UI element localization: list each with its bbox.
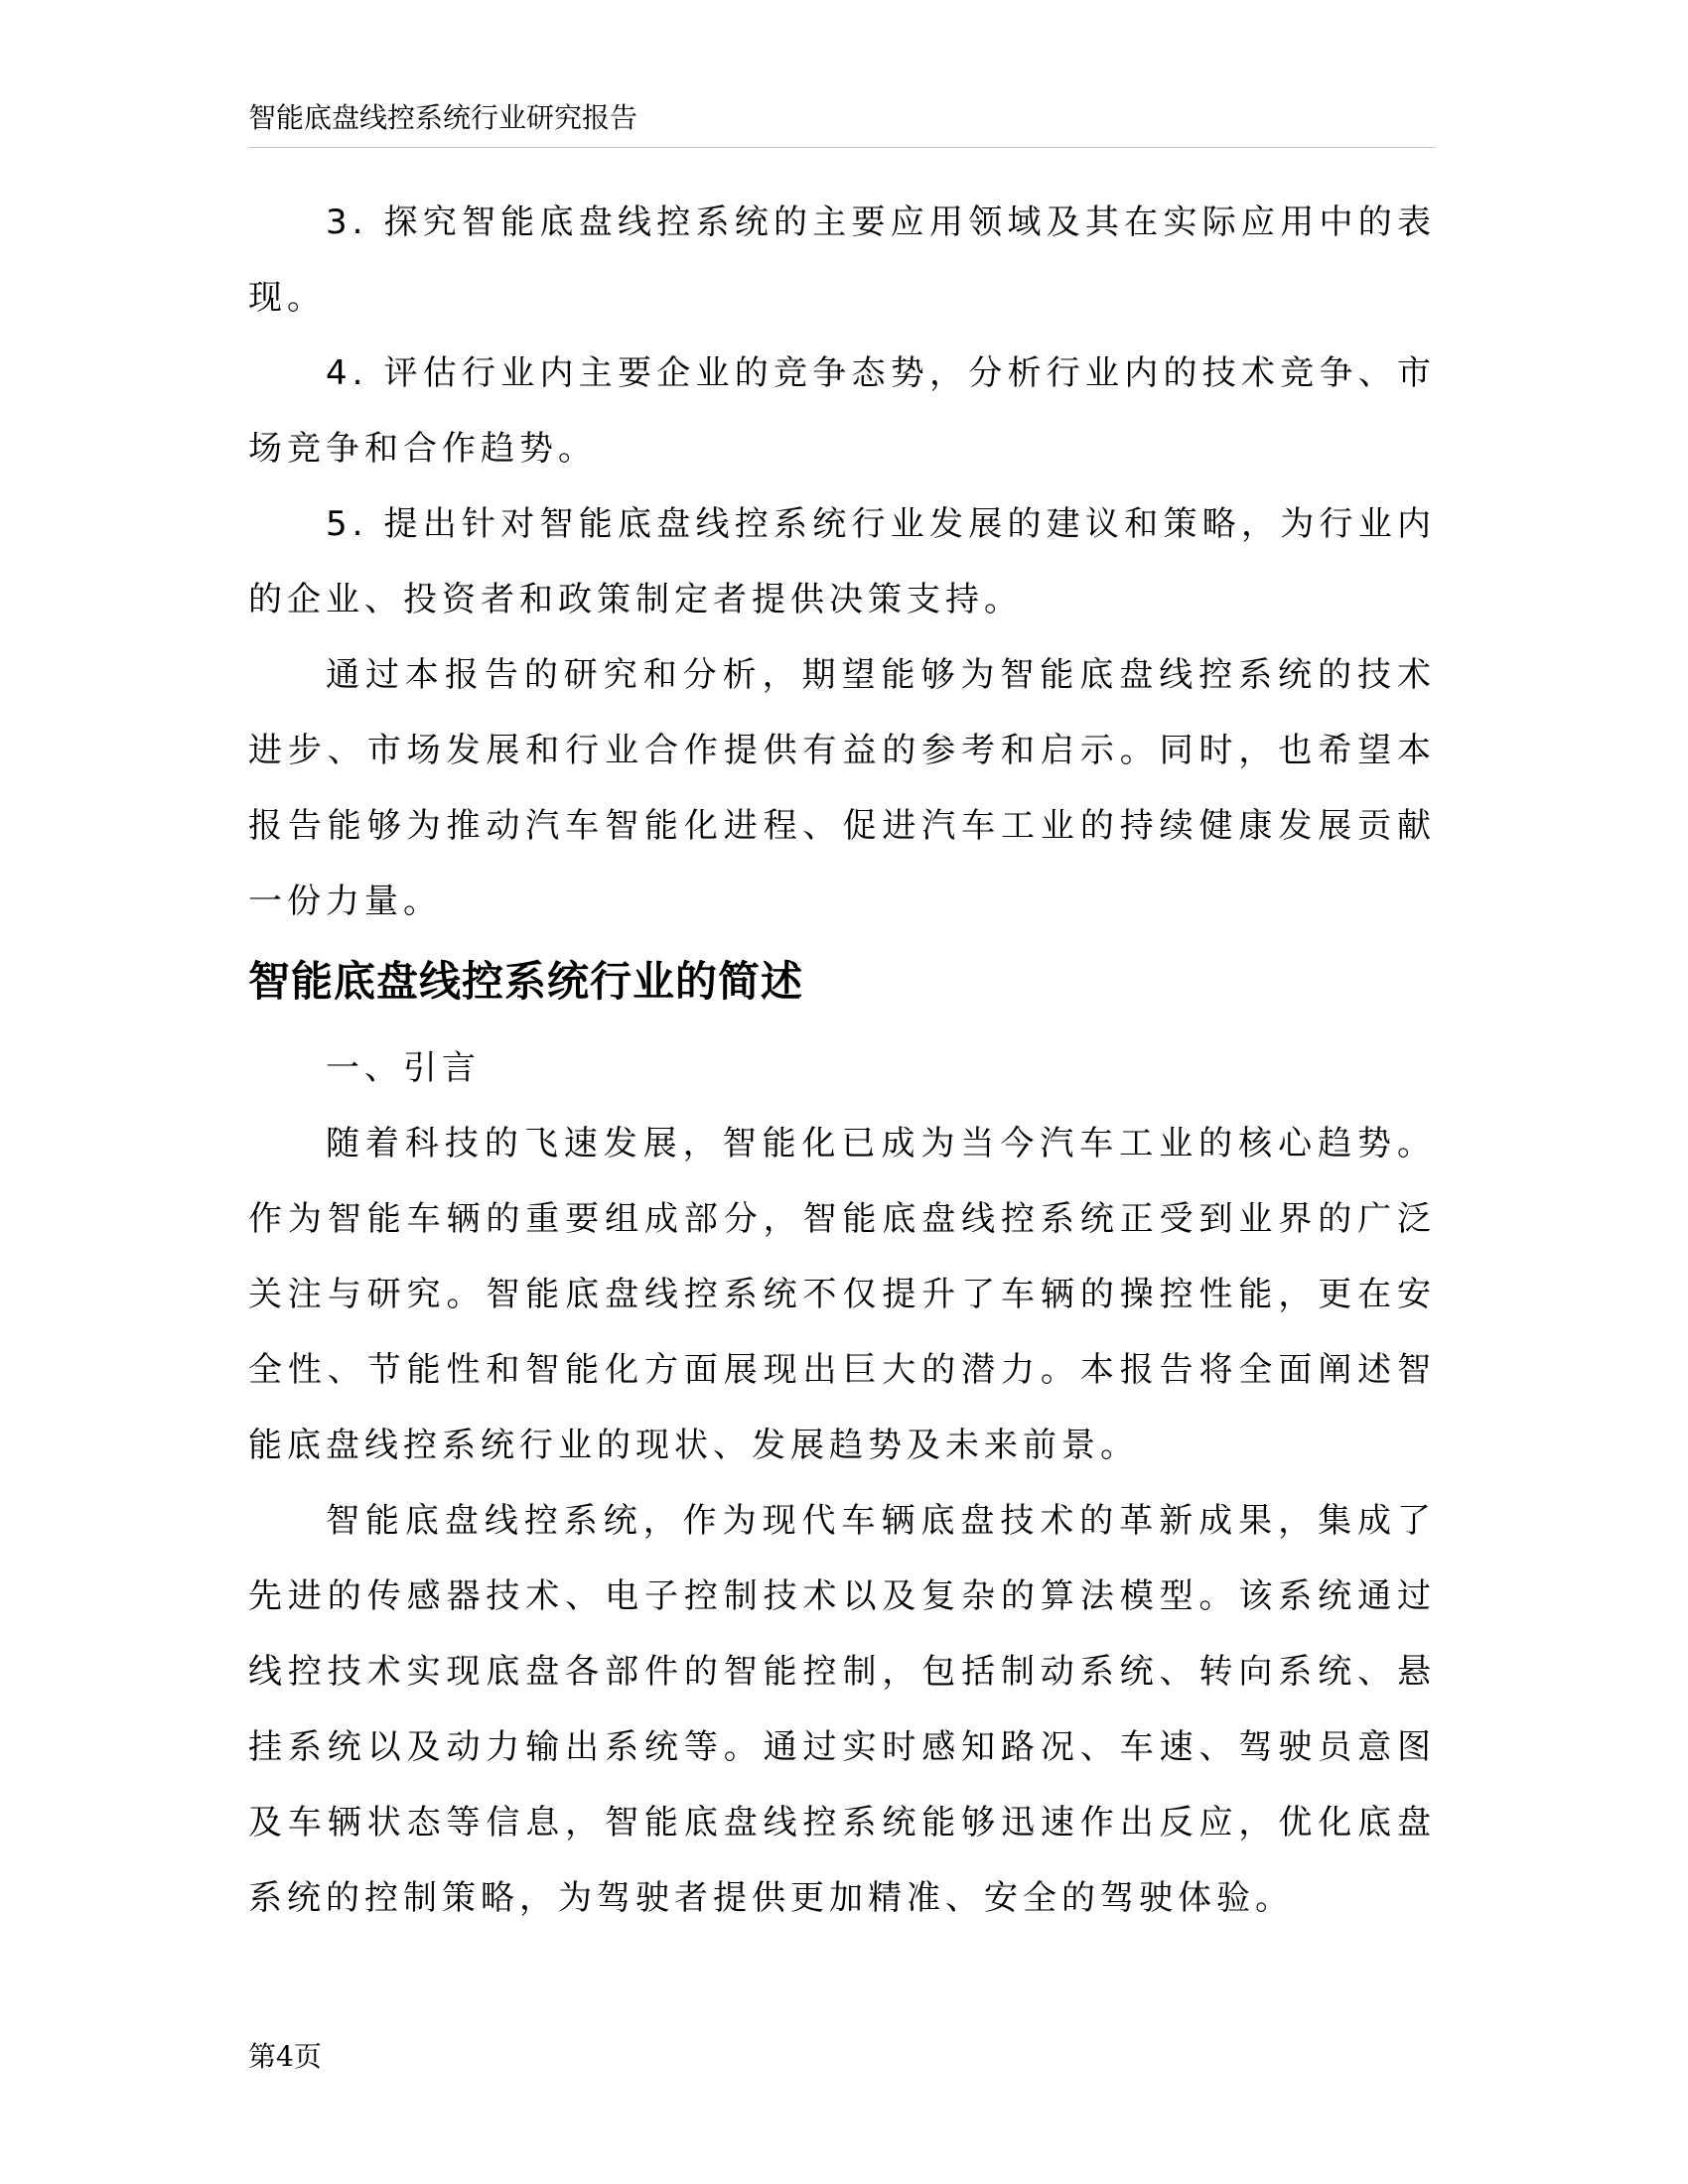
section-title: 智能底盘线控系统行业的简述 [248,957,804,1006]
list-item-4: 4. 评估行业内主要企业的竞争态势，分析行业内的技术竞争、市场竞争和合作趋势。 [248,353,1436,469]
list-item-5: 5. 提出针对智能底盘线控系统行业发展的建议和策略，为行业内的企业、投资者和政策制定者提供决策支持。 [248,504,1436,619]
running-header: 智能底盘线控系统行业研究报告 [248,101,638,134]
subheading-introduction: 一、引言 [326,1048,481,1088]
intro-paragraph-1: 随着科技的飞速发展，智能化已成为当今汽车工业的核心趋势。作为智能车辆的重要组成部分，智能底盘线控系统正受到业界的广泛关注与研究。智能底盘线控系统不仅提升了车辆的操控性能，更在安全性、节能性和智能化方面展现出巨大的潜力。本报告将全面阐述智能底盘线控系统行业的现状、发展趋势及未来前景。 [248,1124,1436,1465]
closing-paragraph: 通过本报告的研究和分析，期望能够为智能底盘线控系统的技术进步、市场发展和行业合作提供有益的参考和启示。同时，也希望本报告能够为推动汽车智能化进程、促进汽车工业的持续健康发展贡献一份力量。 [248,655,1436,921]
intro-paragraph-2: 智能底盘线控系统，作为现代车辆底盘技术的革新成果，集成了先进的传感器技术、电子控制技术以及复杂的算法模型。该系统通过线控技术实现底盘各部件的智能控制，包括制动系统、转向系统、悬挂系统以及动力输出系统等。通过实时感知路况、车速、驾驶员意图及车辆状态等信息，智能底盘线控系统能够迅速作出反应，优化底盘系统的控制策略，为驾驶者提供更加精准、安全的驾驶体验。 [248,1501,1436,1918]
header-divider [248,147,1435,148]
list-item-3: 3. 探究智能底盘线控系统的主要应用领域及其在实际应用中的表现。 [248,203,1436,318]
page-number: 第4页 [248,2040,322,2073]
page-body [248,185,1436,1936]
